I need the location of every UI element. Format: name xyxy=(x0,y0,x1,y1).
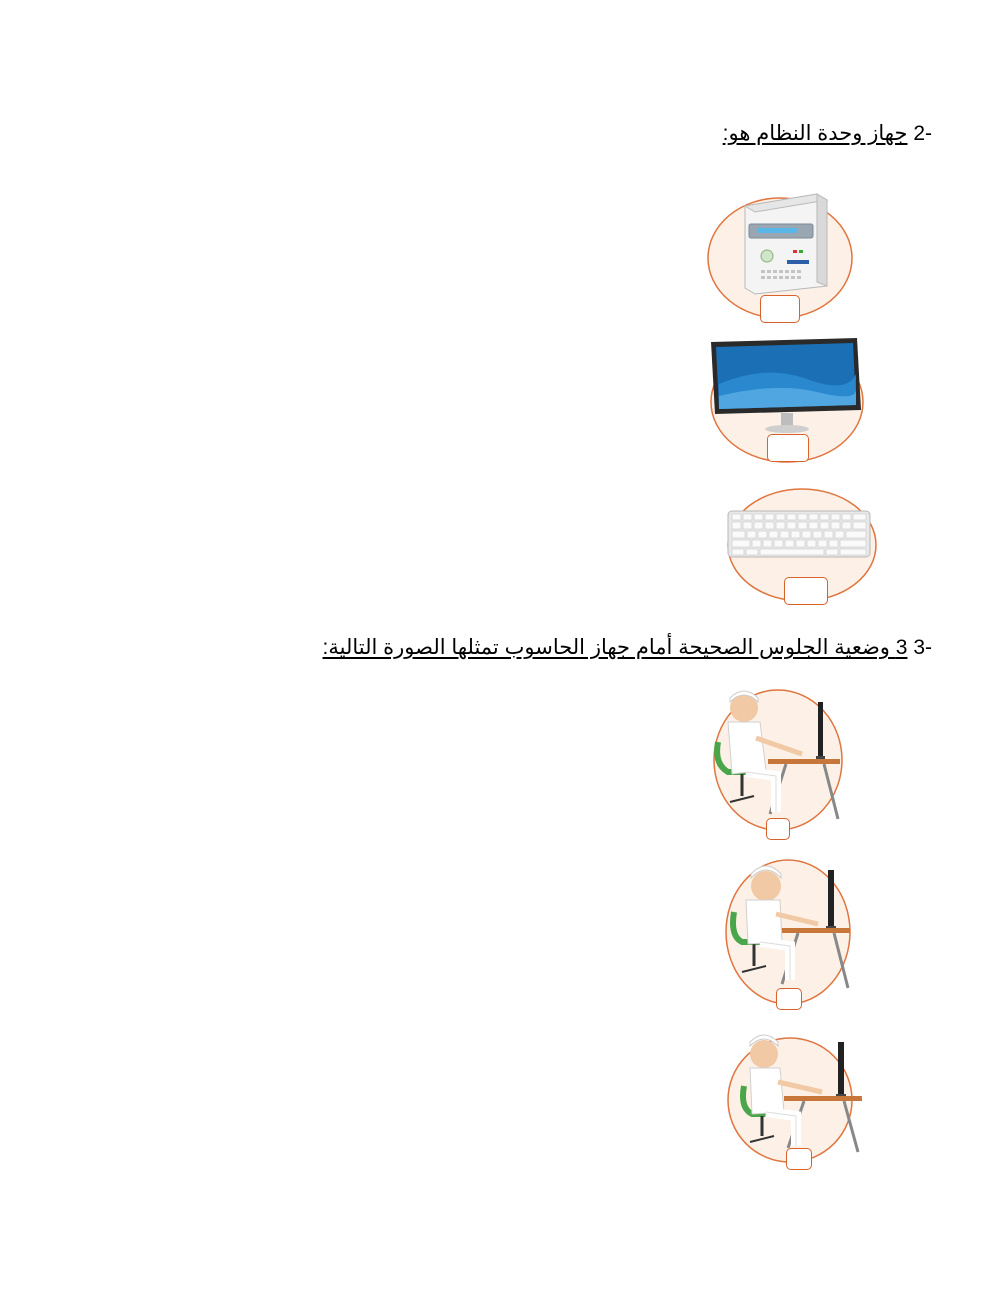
option-sitting-posture-1[interactable] xyxy=(706,684,846,840)
answer-box-system-unit[interactable] xyxy=(760,295,800,323)
option-keyboard[interactable] xyxy=(722,485,892,610)
answer-box-sitting-3[interactable] xyxy=(786,1148,812,1170)
answer-box-keyboard[interactable] xyxy=(784,577,828,605)
option-sitting-posture-2[interactable] xyxy=(720,856,855,1010)
option-sitting-posture-3[interactable] xyxy=(722,1032,867,1170)
student-at-computer-icon xyxy=(720,856,855,1010)
student-at-computer-icon xyxy=(706,684,846,840)
question-3 xyxy=(323,635,932,660)
option-system-unit[interactable] xyxy=(705,178,855,328)
option-monitor[interactable] xyxy=(707,334,867,466)
answer-box-sitting-1[interactable] xyxy=(766,818,790,840)
question-2-text: جهاز وحدة النظام هو: xyxy=(722,122,908,145)
question-2 xyxy=(723,121,932,146)
answer-box-monitor[interactable] xyxy=(767,434,809,462)
question-2-number: -2 xyxy=(913,122,932,145)
answer-box-sitting-2[interactable] xyxy=(776,988,802,1010)
question-3-number: -3 xyxy=(913,636,932,659)
question-3-text: 3 وضعية الجلوس الصحيحة أمام جهاز الحاسوب تمثلها الصورة التالية: xyxy=(322,636,908,659)
